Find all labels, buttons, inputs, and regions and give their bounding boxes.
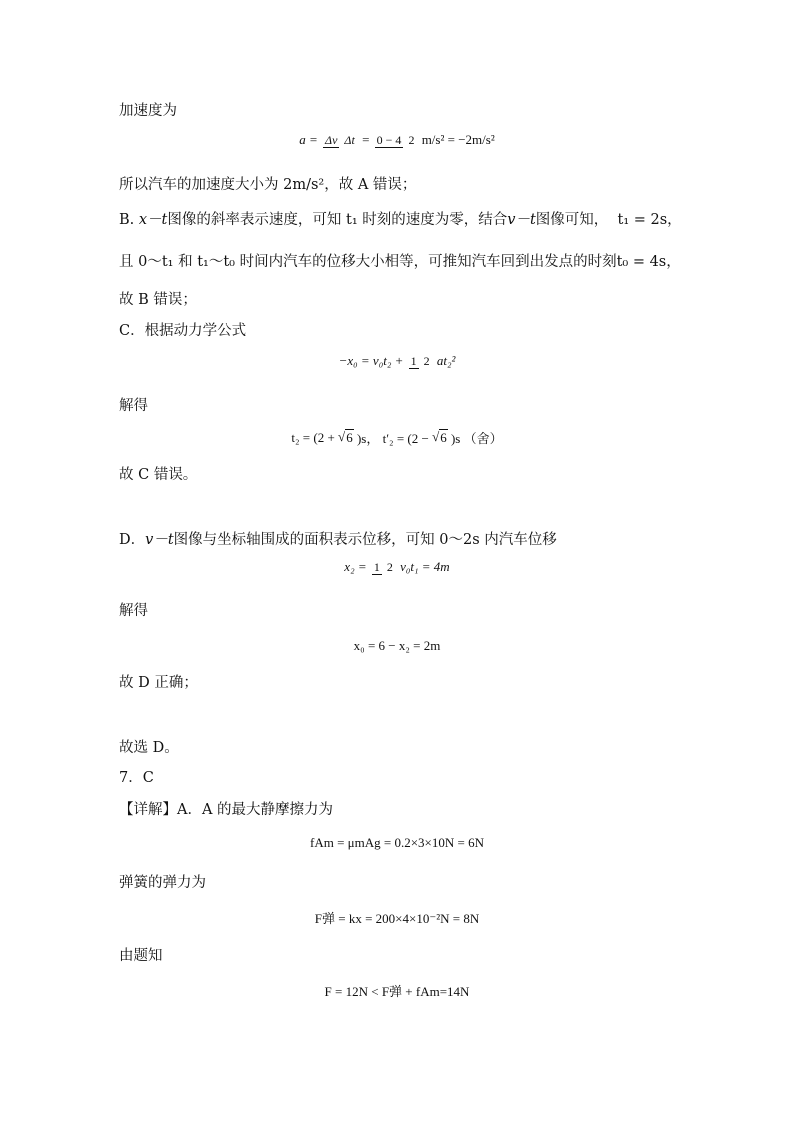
equation-acceleration: a = Δv Δt = 0 − 4 2 m/s² = −2m/s² xyxy=(299,132,495,148)
text-line: 所以汽车的加速度大小为 2m/s²，故 A 错误； xyxy=(119,177,417,193)
equation-force-compare: F = 12N < F弹 + fAm=14N xyxy=(324,984,470,999)
text-line: 解得 xyxy=(119,603,148,619)
text-line: 故 D 正确； xyxy=(119,675,198,691)
equation-kinematics: −x₀ = v₀t₂ + 1 2 at₂² xyxy=(338,353,456,369)
text-line: 且 0～t₁ 和 t₁～t₀ 时间内汽车的位移大小相等，可推知汽车回到出发点的时刻t₀ = 4s， xyxy=(119,254,681,270)
fraction: Δv Δt xyxy=(325,132,355,148)
fraction: 0 − 4 2 xyxy=(376,132,415,148)
equation-solution-t2: t₂ = (2 + √ 6 )s， t′₂ = (2 − √ 6 )s （舍） xyxy=(0,428,794,447)
equation-friction: fAm = μmAg = 0.2×3×10N = 6N xyxy=(310,835,484,850)
text-line-d: D．v－t图像与坐标轴围成的面积表示位移，可知 0～2s 内汽车位移 xyxy=(119,532,557,548)
fraction: 1 2 xyxy=(373,559,393,575)
text-line: 由题知 xyxy=(119,948,163,964)
text-line: 故选 D。 xyxy=(119,740,179,756)
text-line: 加速度为 xyxy=(119,103,177,119)
text-line: 故 C 错误。 xyxy=(119,467,198,483)
question-answer: 7．C xyxy=(119,770,154,786)
text-line: 解得 xyxy=(119,398,148,414)
equation-x0: x₀ = 6 − x₂ = 2m xyxy=(353,638,441,653)
fraction: 1 2 xyxy=(410,353,430,369)
sqrt-symbol: √ 6 xyxy=(338,429,354,447)
text-line: C．根据动力学公式 xyxy=(119,323,247,339)
equation-spring-force: F弹 = kx = 200×4×10⁻²N = 8N xyxy=(314,911,480,926)
text-line: 故 B 错误； xyxy=(119,292,197,308)
text-line: 弹簧的弹力为 xyxy=(119,875,206,891)
sqrt-symbol: √ 6 xyxy=(432,429,448,447)
text-line: 【详解】A．A 的最大静摩擦力为 xyxy=(119,802,334,818)
equation-displacement: x₂ = 1 2 v₀t₁ = 4m xyxy=(344,559,450,575)
text-line-b: B. x－t图像的斜率表示速度，可知 t₁ 时刻的速度为零，结合v－t图像可知， t₁ = 2s， xyxy=(119,212,682,228)
